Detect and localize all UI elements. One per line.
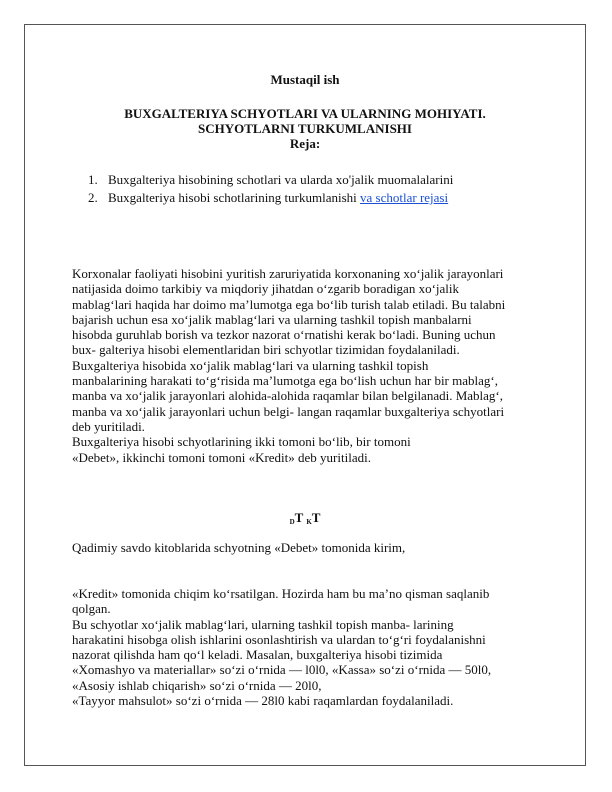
plan-item <box>88 189 558 207</box>
text-line: mablag‘lari haqida har doimo ma’lumotga ega bo‘lib turish talab etiladi. Bu talabni <box>72 296 506 312</box>
plan-item <box>88 171 558 189</box>
text-line: Korxonalar faoliyati hisobini yuritish zaruriyatida korxonaning xo‘jalik jarayonlari <box>72 266 504 281</box>
plan-item-number: 1. <box>88 172 98 187</box>
body-paragraph-3 <box>72 586 544 708</box>
text-line: harakatini hisobga olish ishlarini osonlashtirish va ulardan to‘g‘ri foydalanishni <box>72 631 486 647</box>
plan-item-text: Buxgalteriya hisobining schotlari va ularda xo'jalik muomalalarini <box>108 172 454 187</box>
text-line: manbalarining harakati to‘g‘risida ma’lumotga ega bo‘lish uchun har bir mablag‘, <box>72 373 498 389</box>
topic-heading-line-1: BUXGALTERIYA SCHYOTLARI VA ULARNING MOHIYATI. <box>124 106 486 121</box>
document-title: Mustaqil ish <box>270 72 340 87</box>
plan-item-text: Buxgalteriya hisobi schotlarining turkumlanishi <box>108 190 361 205</box>
plan-item-link[interactable]: va schotlar rejasi <box>360 190 449 205</box>
text-line: «Xomashyo va materiallar» so‘zi o‘rnida — l0l0, «Kassa» so‘zi o‘rnida — 50l0, <box>72 662 492 678</box>
text-line: Buxgalteriya hisobi schyotlarining ikki tomoni bo‘lib, bir tomoni <box>72 434 411 450</box>
t-letter: T <box>294 510 304 525</box>
text-line: natijasida doimo tarkibiy va miqdoriy jihatdan o‘zgarib boradigan xo‘jalik <box>72 281 460 297</box>
text-line: bux- galteriya hisobi elementlaridan biri schyotlar tizimidan foydalaniladi. <box>72 342 460 358</box>
plan-label: Reja: <box>289 136 321 151</box>
text-line: bajarish uchun esa xo‘jalik mablag‘lari va ularning tashkil topish manbalarni <box>72 311 472 327</box>
debit-letter: D <box>289 518 295 526</box>
credit-letter: K <box>306 518 312 526</box>
body-paragraph-2 <box>72 540 544 555</box>
text-line: manba va xo‘jalik jarayonlari alohida-alohida raqamlar bilan belgilanadi. Mablag‘, <box>72 388 503 404</box>
t-letter: T <box>311 510 321 525</box>
text-line: nazorat qilishda ham qo‘l keladi. Masalan, buxgalteriya hisobi tizimida <box>72 647 443 663</box>
text-line: «Asosiy ishlab chiqarish» so‘zi o‘rnida — 20l0, <box>72 677 322 693</box>
text-line: «Debet», ikkinchi tomoni tomoni «Kredit» deb yuritiladi. <box>72 449 371 465</box>
body-paragraph-1 <box>72 266 544 465</box>
text-line: «Tayyor mahsulot» so‘zi o‘rnida — 28l0 kabi raqamlardan foydalaniladi. <box>72 693 454 709</box>
plan-list <box>88 171 558 207</box>
topic-heading-line-2: SCHYOTLARNI TURKUMLANISHI <box>198 121 412 136</box>
text-line: qolgan. <box>72 601 111 617</box>
plan-item-number: 2. <box>88 190 98 205</box>
text-line: Qadimiy savdo kitoblarida schyotning «Debet» tomonida kirim, <box>72 540 406 555</box>
text-line: Bu schyotlar xo‘jalik mablag‘lari, ularning tashkil topish manba- larining <box>72 616 454 632</box>
text-line: hisobda guruhlab borish va tezkor nazorat o‘rnatishi kerak bo‘ladi. Buning uchun <box>72 327 496 343</box>
text-line: manba va xo‘jalik jarayonlari uchun belgi- langan raqamlar buxgalteriya schyotlari <box>72 403 505 419</box>
debit-credit-notation <box>24 510 586 526</box>
text-line: Buxgalteriya hisobida xo‘jalik mablag‘lari va ularning tashkil topish <box>72 357 429 373</box>
text-line: «Kredit» tomonida chiqim ko‘rsatilgan. Hozirda ham bu ma’no qisman saqlanib <box>72 586 490 601</box>
text-line: deb yuritiladi. <box>72 418 145 434</box>
